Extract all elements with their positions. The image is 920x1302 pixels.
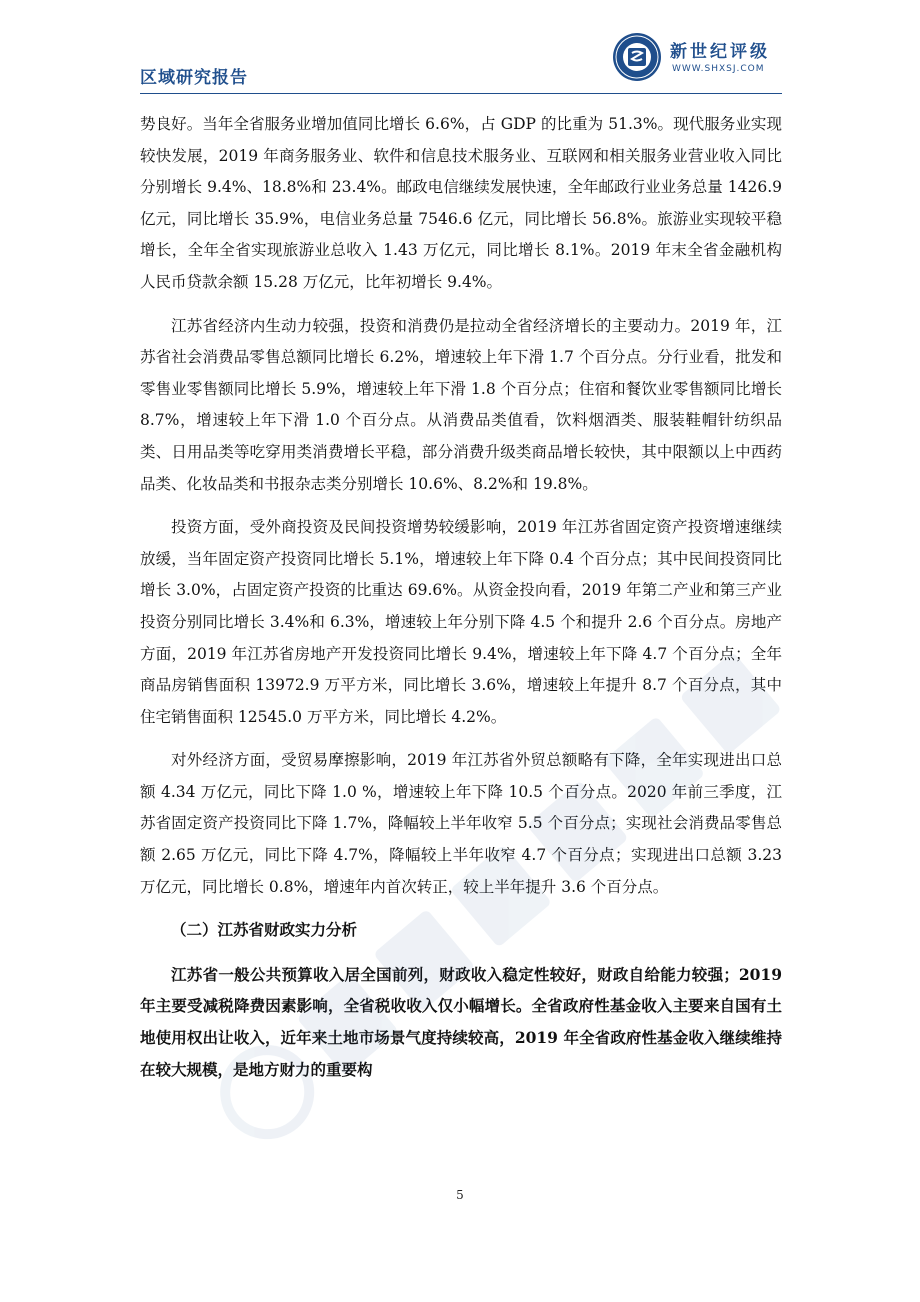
logo-name: 新世纪评级 [670,42,770,62]
header-divider [140,93,782,94]
page-number: 5 [456,1188,464,1202]
page-header [140,28,782,94]
paragraph-service-industry: 势良好。当年全省服务业增加值同比增长 6.6%，占 GDP 的比重为 51.3%。现代服务业实现较快发展，2019 年商务服务业、软件和信息技术服务业、互联网和相关服务业营业收入同比分别增长 9.4%、18.8%和 23.4%。邮政电信继续发展快速，全年邮政行业业务总量 1426.9 亿元，同比增长 35.9%，电信业务总量 7546.6 亿元，同比增长 56.8%。旅游业实现较平稳增长，全年全省实现旅游业总收入 1.43 万亿元，同比增长 8.1%。2019 年末全省金融机构人民币贷款余额 15.28 万亿元，比年初增长 9.4%。 [140,115,782,291]
paragraph-consumption: 江苏省经济内生动力较强，投资和消费仍是拉动全省经济增长的主要动力。2019 年，江苏省社会消费品零售总额同比增长 6.2%，增速较上年下滑 1.7 个百分点。分行业看，批发和零售业零售额同比增长 5.9%，增速较上年下滑 1.8 个百分点；住宿和餐饮业零售额同比增长 8.7%，增速较上年下滑 1.0 个百分点。从消费品类值看，饮料烟酒类、服装鞋帽针纺织品类、日用品类等吃穿用类消费增长平稳，部分消费升级类商品增长较快，其中限额以上中西药品类、化妆品类和书报杂志类分别增长 10.6%、8.2%和 19.8%。 [140,316,782,493]
logo-seal-icon [612,32,662,82]
report-title: 区域研究报告 [140,68,248,88]
company-logo [610,28,782,86]
document-body [140,109,782,1085]
paragraph-fiscal-summary: 江苏省一般公共预算收入居全国前列，财政收入稳定性较好，财政自给能力较强；2019 年主要受减税降费因素影响，全省税收收入仅小幅增长。全省政府性基金收入主要来自国有土地使用权出让收入，近年来土地市场景气度持续较高，2019 年全省政府性基金收入继续维持在较大规模，是地方财力的重要构 [140,964,782,1079]
paragraph-investment: 投资方面，受外商投资及民间投资增势较缓影响，2019 年江苏省固定资产投资增速继续放缓，当年固定资产投资同比增长 5.1%，增速较上年下降 0.4 个百分点；其中民间投资同比增长 3.0%，占固定资产投资的比重达 69.6%。从资金投向看，2019 年第二产业和第三产业投资分别同比增长 3.4%和 6.3%，增速较上年分别下降 4.5 个和提升 2.6 个百分点。房地产方面，2019 年江苏省房地产开发投资同比增长 9.4%，增速较上年下降 4.7 个百分点；全年商品房销售面积 13972.9 万平方米，同比增长 3.6%，增速较上年提升 8.7 个百分点，其中住宅销售面积 12545.0 万平方米，同比增长 4.2%。 [140,518,782,726]
logo-url: WWW.SHXSJ.COM [672,64,765,74]
section-heading: （二）江苏省财政实力分析 [171,921,358,940]
paragraph-foreign-trade: 对外经济方面，受贸易摩擦影响，2019 年江苏省外贸总额略有下降，全年实现进出口总额 4.34 万亿元，同比下降 1.0 %，增速较上年下降 10.5 个百分点。2020 年前三季度，江苏省固定资产投资同比下降 1.7%，降幅较上半年收窄 5.5 个百分点；实现社会消费品零售总额 2.65 万亿元，同比下降 4.7%，降幅较上半年收窄 4.7 个百分点；实现进出口总额 3.23 万亿元，同比增长 0.8%，增速年内首次转正，较上半年提升 3.6 个百分点。 [140,751,782,896]
